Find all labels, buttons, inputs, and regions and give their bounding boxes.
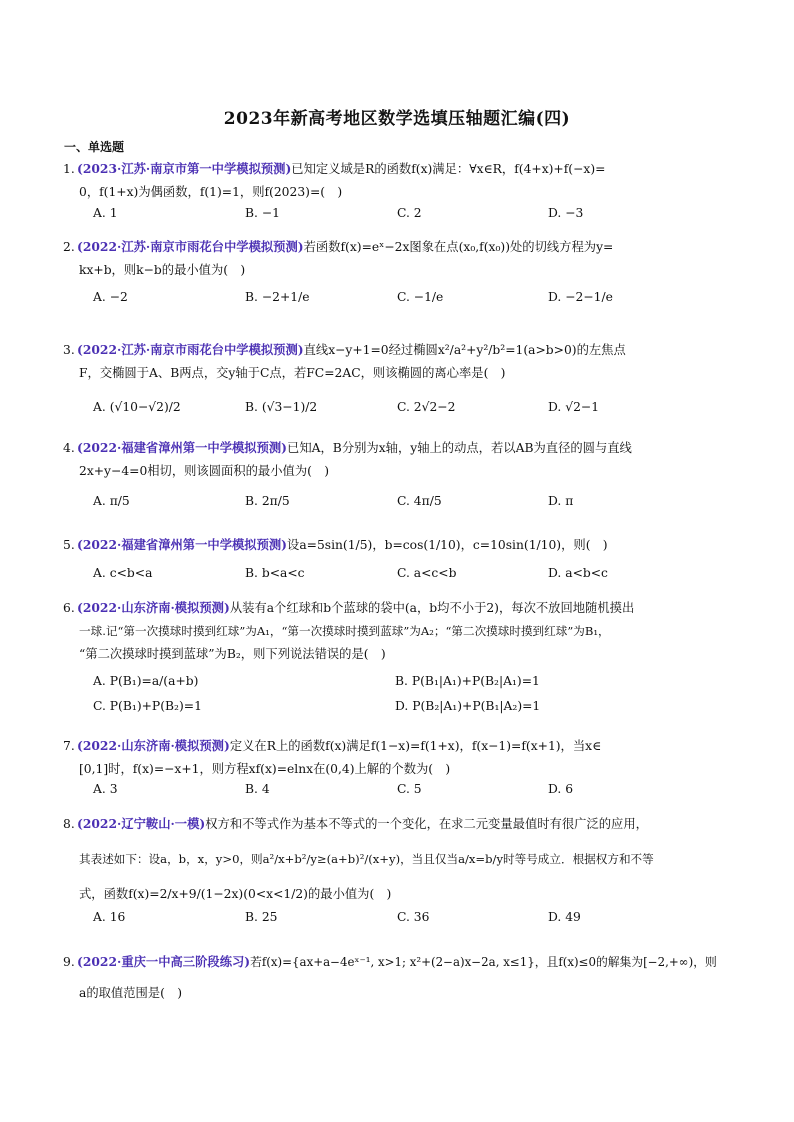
options-row [93,566,733,588]
options-row [93,290,733,312]
question-source: (2022·山东济南·模拟预测) [77,600,230,615]
option-c: C. 5 [397,782,422,796]
page-title: 2023年新高考地区数学选填压轴题汇编(四) [223,109,571,129]
option-d: D. 6 [548,782,574,796]
question-text-line: 设a=5sin(1/5)，b=cos(1/10)，c=10sin(1/10)，则( ) [287,538,608,552]
options-row [93,910,733,932]
option-d: D. √2−1 [548,400,600,414]
option-b: B. P(B₁|A₁)+P(B₂|A₁)=1 [395,674,540,688]
question-source: (2022·山东济南·模拟预测) [77,738,230,753]
question-number: 2. [63,240,75,254]
question-7 [63,734,734,781]
question-source: (2022·江苏·南京市雨花台中学模拟预测) [77,239,304,254]
option-c: C. P(B₁)+P(B₂)=1 [93,699,202,713]
question-9 [63,950,734,1005]
question-8 [63,812,734,906]
question-text-line: 2x+y−4=0相切，则该圆面积的最小值为( ) [79,464,330,478]
option-c: C. a<c<b [397,566,457,580]
option-b: B. 25 [245,910,278,924]
question-text-line: 其表述如下：设a，b，x，y>0，则a²/x+b²/y≥(a+b)²/(x+y)，当且仅当a/x=b/y时等号成立．根据权方和不等 [79,852,654,866]
option-d: D. −3 [548,206,584,220]
question-number: 5. [63,538,75,552]
option-a: A. −2 [93,290,128,304]
question-4 [63,436,734,483]
options-row [93,206,733,228]
question-source: (2023·江苏·南京市第一中学模拟预测) [77,161,292,176]
option-b: B. −2+1/e [245,290,310,304]
question-source: (2022·江苏·南京市雨花台中学模拟预测) [77,342,304,357]
option-a: A. 16 [93,910,126,924]
question-source: (2022·福建省漳州第一中学模拟预测) [77,537,288,552]
question-source: (2022·福建省漳州第一中学模拟预测) [77,440,288,455]
option-c: C. −1/e [397,290,444,304]
option-b: B. b<a<c [245,566,305,580]
question-text-line: [0,1]时，f(x)=−x+1，则方程xf(x)=elnx在(0,4)上解的个数为( ) [79,762,451,776]
options-row [93,494,733,516]
option-a: A. c<b<a [93,566,153,580]
question-text-line: 权方和不等式作为基本不等式的一个变化，在求二元变量最值时有很广泛的应用， [205,817,648,831]
question-number: 4. [63,441,75,455]
option-d: D. P(B₂|A₁)+P(B₁|A₂)=1 [395,699,541,713]
option-d: D. a<b<c [548,566,608,580]
option-c: C. 2 [397,206,422,220]
options-row [93,400,733,422]
question-number: 7. [63,739,75,753]
option-d: D. −2−1/e [548,290,613,304]
option-c: C. 2√2−2 [397,400,456,414]
question-text-line: F，交椭圆于A、B两点，交y轴于C点，若FC=2AC，则该椭圆的离心率是( ) [79,366,506,380]
option-b: B. −1 [245,206,280,220]
option-b: B. 4 [245,782,270,796]
question-source: (2022·重庆一中高三阶段练习) [77,954,251,969]
question-5 [63,533,734,557]
question-text-line: 已知A，B分别为x轴，y轴上的动点，若以AB为直径的圆与直线 [287,441,632,455]
option-a: A. (√10−√2)/2 [93,400,181,414]
option-a: A. 1 [93,206,118,220]
option-a: A. 3 [93,782,118,796]
option-b: B. 2π/5 [245,494,290,508]
question-number: 9. [63,955,75,969]
option-b: B. (√3−1)/2 [245,400,318,414]
question-number: 1. [63,162,75,176]
question-text-line: “第二次摸球时摸到蓝球”为B₂，则下列说法错误的是( ) [79,647,386,661]
question-text-line: 一球.记“第一次摸球时摸到红球”为A₁，“第一次摸球时摸到蓝球”为A₂；“第二次摸球时摸到红球”为B₁， [79,624,610,638]
question-source: (2022·辽宁鞍山·一模) [77,816,206,831]
option-c: C. 4π/5 [397,494,442,508]
question-text-line: 已知定义域是R的函数f(x)满足：∀x∈R，f(4+x)+f(−x)= [291,162,606,176]
options-row [93,674,733,696]
question-number: 6. [63,601,75,615]
question-text-line: 0，f(1+x)为偶函数，f(1)=1，则f(2023)=( ) [79,185,343,199]
question-text-line: kx+b，则k−b的最小值为( ) [79,263,246,277]
question-1 [63,157,734,204]
option-d: D. π [548,494,574,508]
question-number: 3. [63,343,75,357]
question-6 [63,596,734,666]
question-text-line: 直线x−y+1=0经过椭圆x²/a²+y²/b²=1(a>b>0)的左焦点 [303,343,626,357]
options-row [93,699,733,721]
question-text-line: a的取值范围是( ) [79,986,183,1000]
question-2 [63,235,734,282]
question-text-line: 式，函数f(x)=2/x+9/(1−2x)(0<x<1/2)的最小值为( ) [79,887,392,901]
option-c: C. 36 [397,910,430,924]
question-text-line: 若函数f(x)=eˣ−2x图象在点(x₀,f(x₀))处的切线方程为y= [303,240,614,254]
option-d: D. 49 [548,910,581,924]
section-heading: 一、单选题 [64,140,125,154]
question-text-line: 从装有a个红球和b个蓝球的袋中(a，b均不小于2)，每次不放回地随机摸出 [229,601,635,615]
question-number: 8. [63,817,75,831]
options-row [93,782,733,804]
question-text-line: 定义在R上的函数f(x)满足f(1−x)=f(1+x)，f(x−1)=f(x+1)，当x∈ [229,739,602,753]
option-a: A. π/5 [93,494,130,508]
question-3 [63,338,734,385]
option-a: A. P(B₁)=a/(a+b) [93,674,199,688]
question-text-line: 若f(x)={ax+a−4eˣ⁻¹, x>1; x²+(2−a)x−2a, x≤1}，且f(x)≤0的解集为[−2,+∞)，则 [250,955,717,969]
